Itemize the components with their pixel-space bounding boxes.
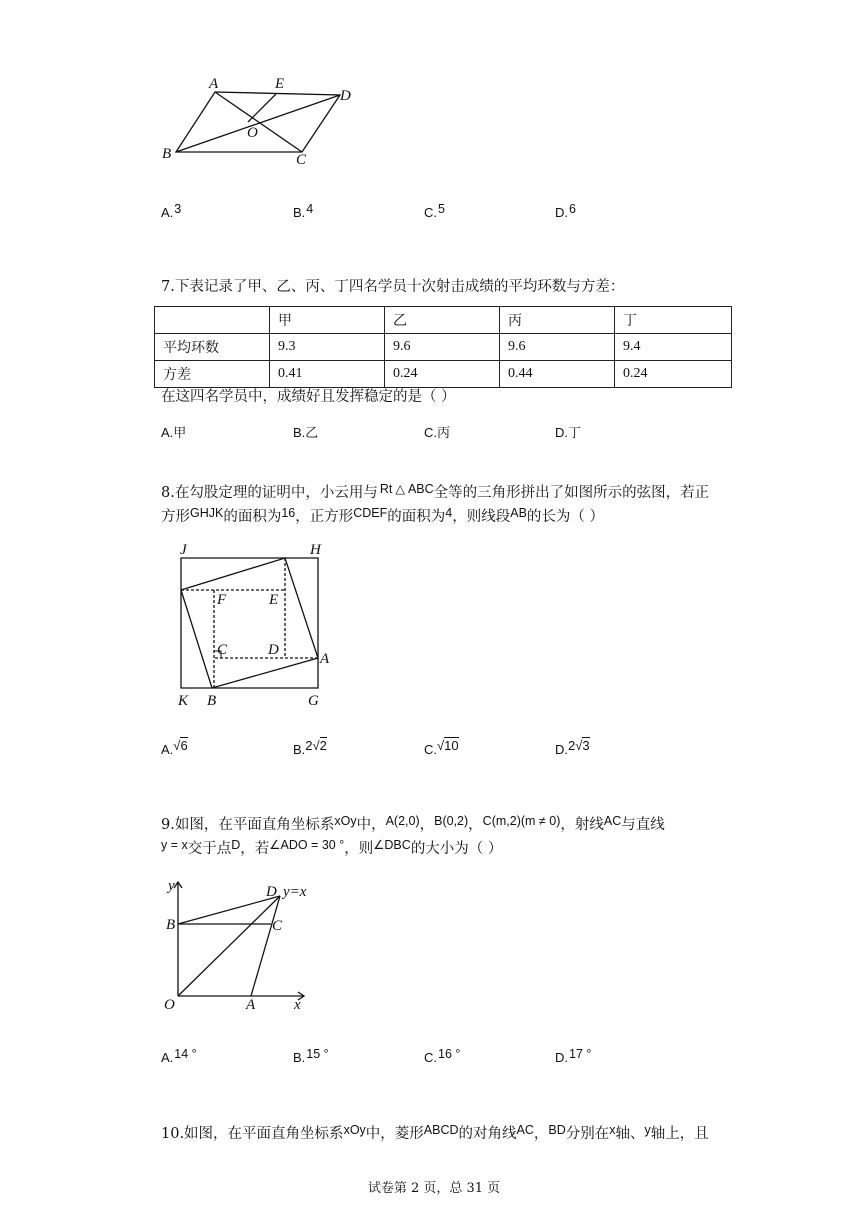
fig8-label-e: E (269, 592, 279, 608)
q8-question-line1: 8.在勾股定理的证明中，小云用与 Rt △ ABC全等的三角形拼出了如图所示的弦图，若正 (161, 482, 710, 501)
string-figure (170, 538, 340, 713)
fig8-label-k: K (178, 693, 189, 709)
fig9-label-b: B (166, 917, 176, 933)
line-y-equals-x (178, 896, 280, 996)
fig8-label-g: G (308, 693, 319, 709)
table-cell: 9.6 (385, 334, 500, 361)
table-header-row (155, 307, 732, 334)
fig9-label-o: O (164, 997, 175, 1013)
q9-option-c[interactable]: C.16 ° (424, 1047, 461, 1065)
q7-score-table (154, 306, 732, 388)
q7-option-a[interactable]: A.甲 (161, 425, 187, 440)
table-header-cell: 丁 (615, 307, 732, 334)
table-header-cell (155, 307, 270, 334)
table-cell: 9.3 (270, 334, 385, 361)
fig6-label-a: A (209, 76, 219, 92)
table-row (155, 334, 732, 361)
diagonal-bd (176, 95, 340, 152)
q9-option-b[interactable]: B.15 ° (293, 1047, 329, 1065)
q9-option-a[interactable]: A.14 ° (161, 1047, 197, 1065)
page-footer: 试卷第 2 页，总 31 页 (367, 1181, 501, 1196)
q9-question-line2: y = x交于点D，若∠ADO = 30 °，则∠DBC的大小为（ ） (161, 838, 503, 857)
table-header-cell: 甲 (270, 307, 385, 334)
inner-square-abcd-side (181, 558, 318, 688)
table-header-cell: 丙 (500, 307, 615, 334)
fig8-label-b: B (207, 693, 217, 709)
fig9-label-line-yx: y=x (283, 884, 307, 900)
q8-question-line2: 方形GHJK的面积为16，正方形CDEF的面积为4，则线段AB的长为（ ） (161, 506, 605, 525)
fig8-label-h: H (310, 542, 321, 558)
fig6-label-o: O (247, 125, 258, 141)
table-cell: 平均环数 (155, 334, 270, 361)
fig6-label-d: D (340, 88, 351, 104)
table-cell: 0.24 (615, 361, 732, 388)
table-cell: 0.44 (500, 361, 615, 388)
fig6-label-b: B (162, 146, 172, 162)
q8-option-a[interactable]: A.√6 (161, 738, 188, 757)
q6-option-b[interactable]: B.4 (293, 202, 314, 220)
fig8-label-j: J (180, 542, 187, 558)
q7-question-text: 7.下表记录了甲、乙、丙、丁四名学员十次射击成绩的平均环数与方差： (161, 279, 625, 295)
fig8-label-f: F (217, 592, 227, 608)
fig8-label-d: D (268, 642, 279, 658)
table-cell: 9.4 (615, 334, 732, 361)
fig6-label-e: E (275, 76, 285, 92)
table-cell: 0.24 (385, 361, 500, 388)
q7-after-text: 在这四名学员中，成绩好且发挥稳定的是（ ） (161, 389, 456, 405)
q8-option-b[interactable]: B.2√2 (293, 738, 327, 757)
fig9-label-y: y (168, 878, 175, 894)
sqrt-symbol: √ (437, 738, 445, 753)
table-header-cell: 乙 (385, 307, 500, 334)
q7-option-b[interactable]: B.乙 (293, 425, 319, 440)
q8-option-c[interactable]: C.√10 (424, 738, 459, 757)
q7-option-c[interactable]: C.丙 (424, 425, 451, 440)
fig8-label-c: C (217, 642, 228, 658)
square-ghjk (181, 558, 318, 688)
parallelogram-figure (150, 70, 370, 170)
q8-option-d[interactable]: D.2√3 (555, 738, 590, 757)
fig9-label-a: A (246, 997, 256, 1013)
segment-bd (178, 896, 280, 924)
table-cell: 9.6 (500, 334, 615, 361)
segment-eo (248, 94, 276, 122)
table-row (155, 361, 732, 388)
fig6-label-c: C (296, 152, 307, 168)
fig9-label-x: x (294, 997, 301, 1013)
sqrt-symbol: √ (575, 738, 583, 753)
q9-option-d[interactable]: D.17 ° (555, 1047, 592, 1065)
sqrt-symbol: √ (173, 738, 181, 753)
fig9-label-c: C (272, 918, 283, 934)
diagonal-ac (215, 92, 302, 152)
table-cell: 方差 (155, 361, 270, 388)
fig8-label-a: A (320, 651, 330, 667)
coordinate-figure (158, 876, 318, 1016)
q7-option-d[interactable]: D.丁 (555, 425, 582, 440)
q10-question-line1: 10.如图，在平面直角坐标系xOy中，菱形ABCD的对角线AC，BD分别在x轴、y轴上，且 (161, 1123, 709, 1142)
sqrt-symbol: √ (312, 738, 320, 753)
q6-option-a[interactable]: A.3 (161, 202, 182, 220)
table-cell: 0.41 (270, 361, 385, 388)
q9-question-line1: 9.如图，在平面直角坐标系xOy中，A(2,0)，B(0,2)，C(m,2)(m ≠ 0)，射线AC与直线 (161, 814, 665, 833)
q6-option-c[interactable]: C.5 (424, 202, 445, 220)
q6-option-d[interactable]: D.6 (555, 202, 576, 220)
fig9-label-d: D (266, 884, 277, 900)
